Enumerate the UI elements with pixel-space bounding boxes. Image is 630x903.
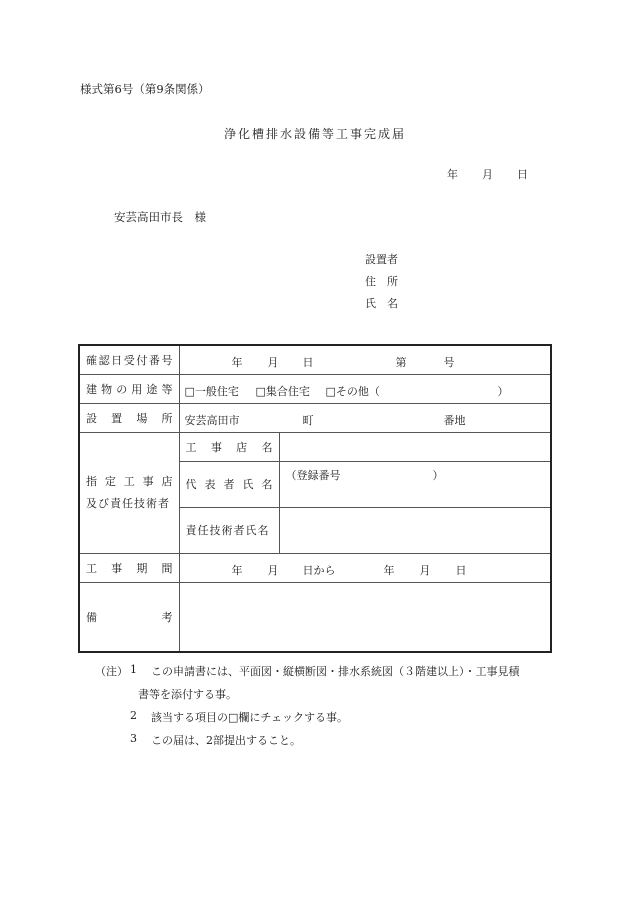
label-receipt: 確 認 日 受 付 番 号: [79, 345, 179, 374]
registration-number-label: （登録番号: [285, 468, 341, 482]
notes-prefix: （注）: [95, 665, 128, 678]
label-location: 設 置 場 所: [79, 403, 179, 432]
usage-options: [179, 374, 551, 403]
label-contractor: 指 定 工 事 店 及び責任技術者: [79, 432, 179, 553]
label-engineer: 責任技術者氏名: [179, 507, 279, 553]
label-period: 工 事 期 間: [79, 553, 179, 582]
receipt-value-field[interactable]: 年 月 日 第 号: [179, 345, 551, 374]
applicant-name-label: 氏 名: [365, 297, 398, 310]
location-field[interactable]: 安芸高田市 町 番地: [179, 403, 551, 432]
representative-field[interactable]: （登録番号 ）: [279, 461, 551, 507]
form-number: 様式第6号（第9条関係）: [80, 82, 210, 96]
note-1-continued: 書等を添付する事。: [138, 688, 237, 701]
checkbox-other[interactable]: □その他（: [325, 384, 380, 398]
engineer-name-field[interactable]: [279, 507, 551, 553]
label-usage: 建 物 の 用 途 等: [79, 374, 179, 403]
note-2: 該当する項目の□欄にチェックする事。: [151, 711, 349, 724]
label-shop-name: 工 事 店 名: [179, 432, 279, 461]
label-remarks: 備 考: [79, 582, 179, 652]
note-1: この申請書には、平面図・縦横断図・排水系統図（３階建以上）・工事見積: [151, 665, 520, 678]
date-day-label: 日: [517, 168, 528, 181]
remarks-field[interactable]: [179, 582, 551, 652]
document-title: 浄化槽排水設備等工事完成届: [223, 127, 406, 141]
applicant-address-label: 住 所: [365, 275, 398, 288]
note-3: この届は、2部提出すること。: [151, 734, 301, 747]
checkbox-detached-house[interactable]: □一般住宅: [184, 384, 239, 398]
date-year-label: 年: [447, 168, 458, 181]
date-month-label: 月: [482, 168, 493, 181]
row-remarks: [79, 582, 551, 652]
row-location: [79, 403, 551, 432]
row-usage: [79, 374, 551, 403]
row-receipt: [79, 345, 551, 374]
applicant-label: 設置者: [365, 253, 398, 266]
row-shop-name: [79, 432, 551, 461]
addressee: 安芸高田市長 様: [114, 210, 206, 224]
row-period: [79, 553, 551, 582]
shop-name-field[interactable]: [279, 432, 551, 461]
completion-form-table: [78, 344, 552, 653]
label-representative: 代 表 者 氏 名: [179, 461, 279, 507]
period-field[interactable]: 年 月 日から 年 月 日: [179, 553, 551, 582]
other-close-paren: ）: [497, 384, 509, 398]
checkbox-apartment[interactable]: □集合住宅: [255, 384, 310, 398]
